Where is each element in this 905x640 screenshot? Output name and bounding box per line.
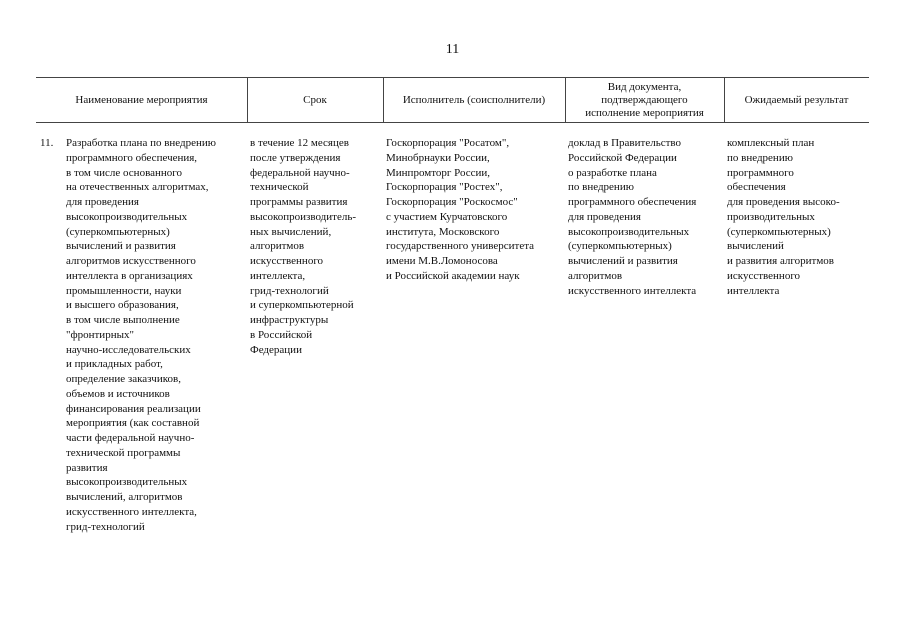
header-term-label: Срок bbox=[303, 93, 327, 106]
header-executor-label: Исполнитель (соисполнители) bbox=[402, 93, 546, 106]
header-term bbox=[247, 77, 383, 123]
cell-event-name: Разработка плана по внедрению программного обеспечения, в том числе основанного на отечественных алгоритмах, для проведения высокопроизводительных (суперкомпьютерных) вычислений и развития алгоритмов искусственного интеллекта в организациях промышленности, науки и высшего образования, в том числе выполнение "фронтирных" научно-исследовательских и прикладных работ, определение заказчиков, объемов и источников финансирования реализации мероприятия (как составной части федеральной научно- технической программы развития высокопроизводительных вычислений, алгоритмов искусственного интеллекта, грид-технологий bbox=[66, 137, 216, 533]
cell-result: комплексный план по внедрению программного обеспечения для проведения высоко- производительных (суперкомпьютерных) вычислений и развития алгоритмов искусственного интеллекта bbox=[727, 137, 840, 297]
header-document bbox=[565, 77, 724, 123]
header-executor bbox=[383, 77, 565, 123]
header-result-label: Ожидаемый результат bbox=[744, 93, 849, 106]
header-name-label: Наименование мероприятия bbox=[75, 93, 208, 106]
cell-term: в течение 12 месяцев после утверждения федеральной научно- технической программы развития высокопроизводитель- ных вычислений, алгоритмов искусственного интеллекта, грид-технологий и суперкомпьютерной инфраструктуры в Российской Федерации bbox=[250, 137, 357, 356]
header-name bbox=[36, 77, 247, 123]
cell-executor: Госкорпорация "Росатом", Минобрнауки России, Минпромторг России, Госкорпорация "Ростех", Госкорпорация "Роскосмос" с участием Курчатовского института, Московского государственного университета имени М.В.Ломоносова и Российской академии наук bbox=[386, 137, 535, 282]
cell-document: доклад в Правительство Российской Федерации о разработке плана по внедрению программного обеспечения для проведения высокопроизводительных (суперкомпьютерных) вычислений и развития алгоритмов искусственного интеллекта bbox=[568, 137, 697, 297]
row-number: 11. bbox=[40, 137, 54, 149]
header-document-label: Вид документа, подтверждающего исполнение мероприятия bbox=[585, 80, 704, 119]
header-result bbox=[724, 77, 869, 123]
page-number: 11 bbox=[445, 42, 460, 57]
